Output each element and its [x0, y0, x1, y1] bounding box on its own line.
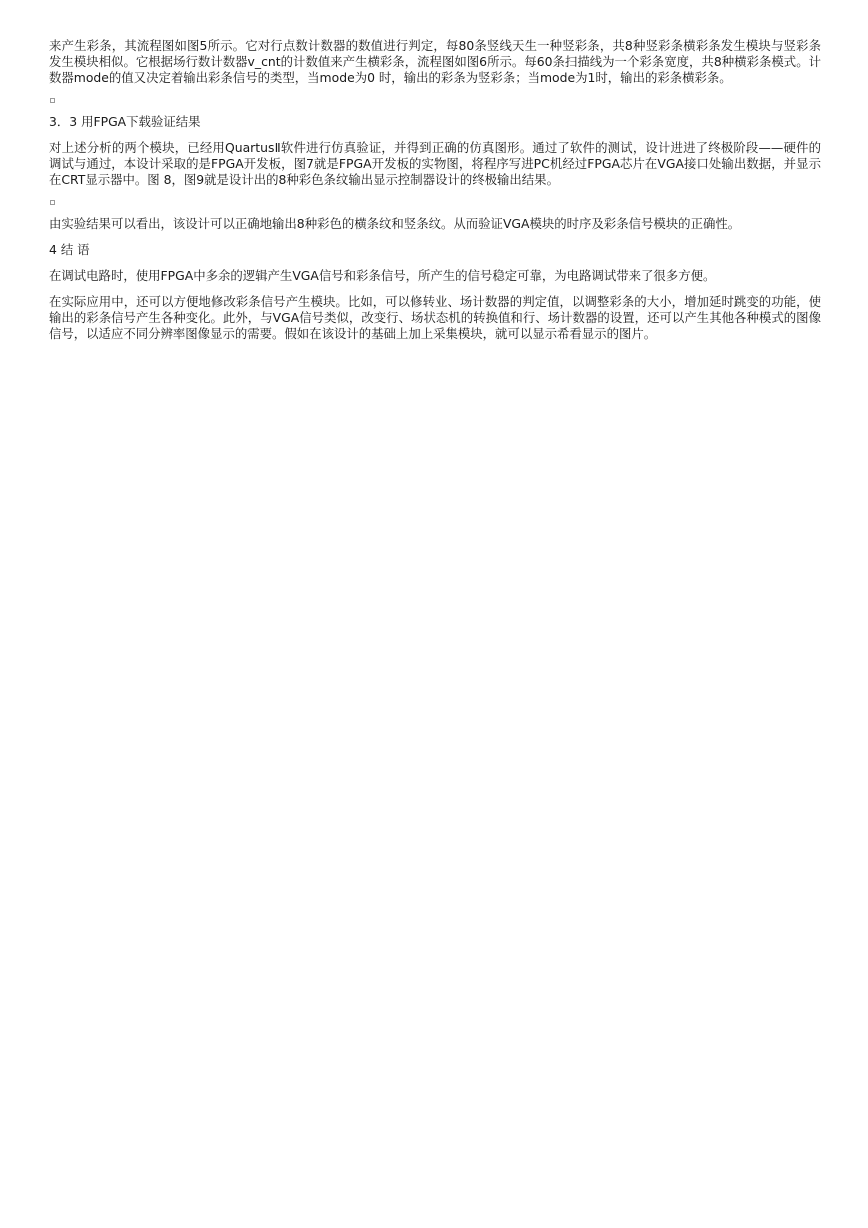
paragraph-color-bar-generation: 来产生彩条，其流程图如图5所示。它对行点数计数器的数值进行判定，每80条竖线天生一种竖彩条，共8种竖彩条横彩条发生模块与竖彩条发生模块相似。它根据场行数计数器v_cnt的计数值来产生横彩条，流程图如图6所示。每60条扫描线为一个彩条宽度，共8种横彩条模式。计数器mode的值又决定着输出彩条信号的类型，当mode为0 时，输出的彩条为竖彩条；当mode为1时，输出的彩条横彩条。	[49, 38, 821, 85]
document-page	[49, 38, 821, 342]
paragraph-experiment-result: 由实验结果可以看出，该设计可以正确地输出8种彩色的横条纹和竖条纹。从而验证VGA模块的时序及彩条信号模块的正确性。	[49, 216, 741, 231]
paragraph-application: 在实际应用中，还可以方便地修改彩条信号产生模块。比如，可以修转业、场计数器的判定值，以调整彩条的大小，增加延时跳变的功能，使输出的彩条信号产生各种变化。此外，与VGA信号类似，改变行、场状态机的转换值和行、场计数器的设置，还可以产生其他各种模式的图像信号，以适应不同分辨率图像显示的需要。假如在该设计的基础上加上采集模块，就可以显示希看显示的图片。	[49, 294, 821, 341]
section-heading-conclusion: 4 结 语	[49, 242, 90, 257]
paragraph-fpga-verification: 对上述分析的两个模块，已经用QuartusⅡ软件进行仿真验证，并得到正确的仿真图形。通过了软件的测试，设计进进了终极阶段——硬件的调试与通过，本设计采取的是FPGA开发板，图7就是FPGA开发板的实物图，将程序写进PC机经过FPGA芯片在VGA接口处输出数据，并显示在CRT显示器中。图 8，图9就是设计出的8种彩色条纹输出显示控制器设计的终极输出结果。	[49, 140, 821, 187]
section-heading-3-3: 3．3 用FPGA下载验证结果	[49, 114, 201, 129]
paragraph-debugging: 在调试电路时，使用FPGA中多余的逻辑产生VGA信号和彩条信号，所产生的信号稳定可靠，为电路调试带来了很多方便。	[49, 268, 716, 283]
